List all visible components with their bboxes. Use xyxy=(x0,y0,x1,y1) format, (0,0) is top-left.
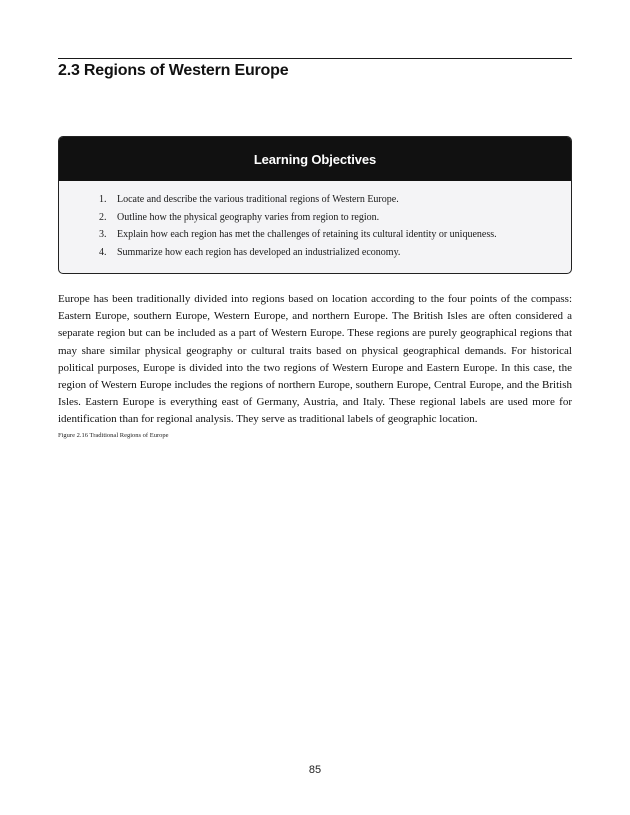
objective-item xyxy=(59,191,571,209)
objective-number: 3. xyxy=(99,229,107,240)
objective-item xyxy=(59,226,571,244)
learning-objectives-heading: Learning Objectives xyxy=(59,137,571,181)
objective-number: 4. xyxy=(99,246,107,258)
learning-objectives-box xyxy=(58,136,572,274)
page-number: 85 xyxy=(308,764,322,776)
objective-text: Explain how each region has met the challenges of retaining its cultural identity or uniqueness. xyxy=(117,229,497,240)
section-title: 2.3 Regions of Western Europe xyxy=(58,62,289,79)
body-paragraph: Europe has been traditionally divided into regions based on location according to the four points of the compass: Eastern Europe, southern Europe, Western Europe, and northern Europe. The British Isles are often considered a separate region but can be included as a part of Western Europe. These regions are purely geographical regions that may share similar physical geography or cultural traits based on physical geographical demands. For historical political purposes, Europe is divided into the two regions of Western Europe and Eastern Europe. In this case, the region of Western Europe includes the regions of northern Europe, southern Europe, Central Europe, and the British Isles. Eastern Europe is everything east of Germany, Austria, and Italy. These regional labels are used more for identification than for regional analysis. They serve as traditional labels of geographic location. xyxy=(58,293,572,426)
objective-text: Locate and describe the various traditional regions of Western Europe. xyxy=(117,194,399,205)
objective-item xyxy=(59,209,571,227)
objective-text: Summarize how each region has developed an industrialized economy. xyxy=(117,246,401,258)
top-rule xyxy=(58,58,572,59)
objective-number: 1. xyxy=(99,194,107,205)
objective-number: 2. xyxy=(99,211,107,223)
figure-caption: Figure 2.16 Traditional Regions of Europe xyxy=(58,432,169,439)
learning-objectives-list xyxy=(59,181,571,261)
objective-text: Outline how the physical geography varies from region to region. xyxy=(117,211,380,223)
objective-item xyxy=(59,244,571,262)
